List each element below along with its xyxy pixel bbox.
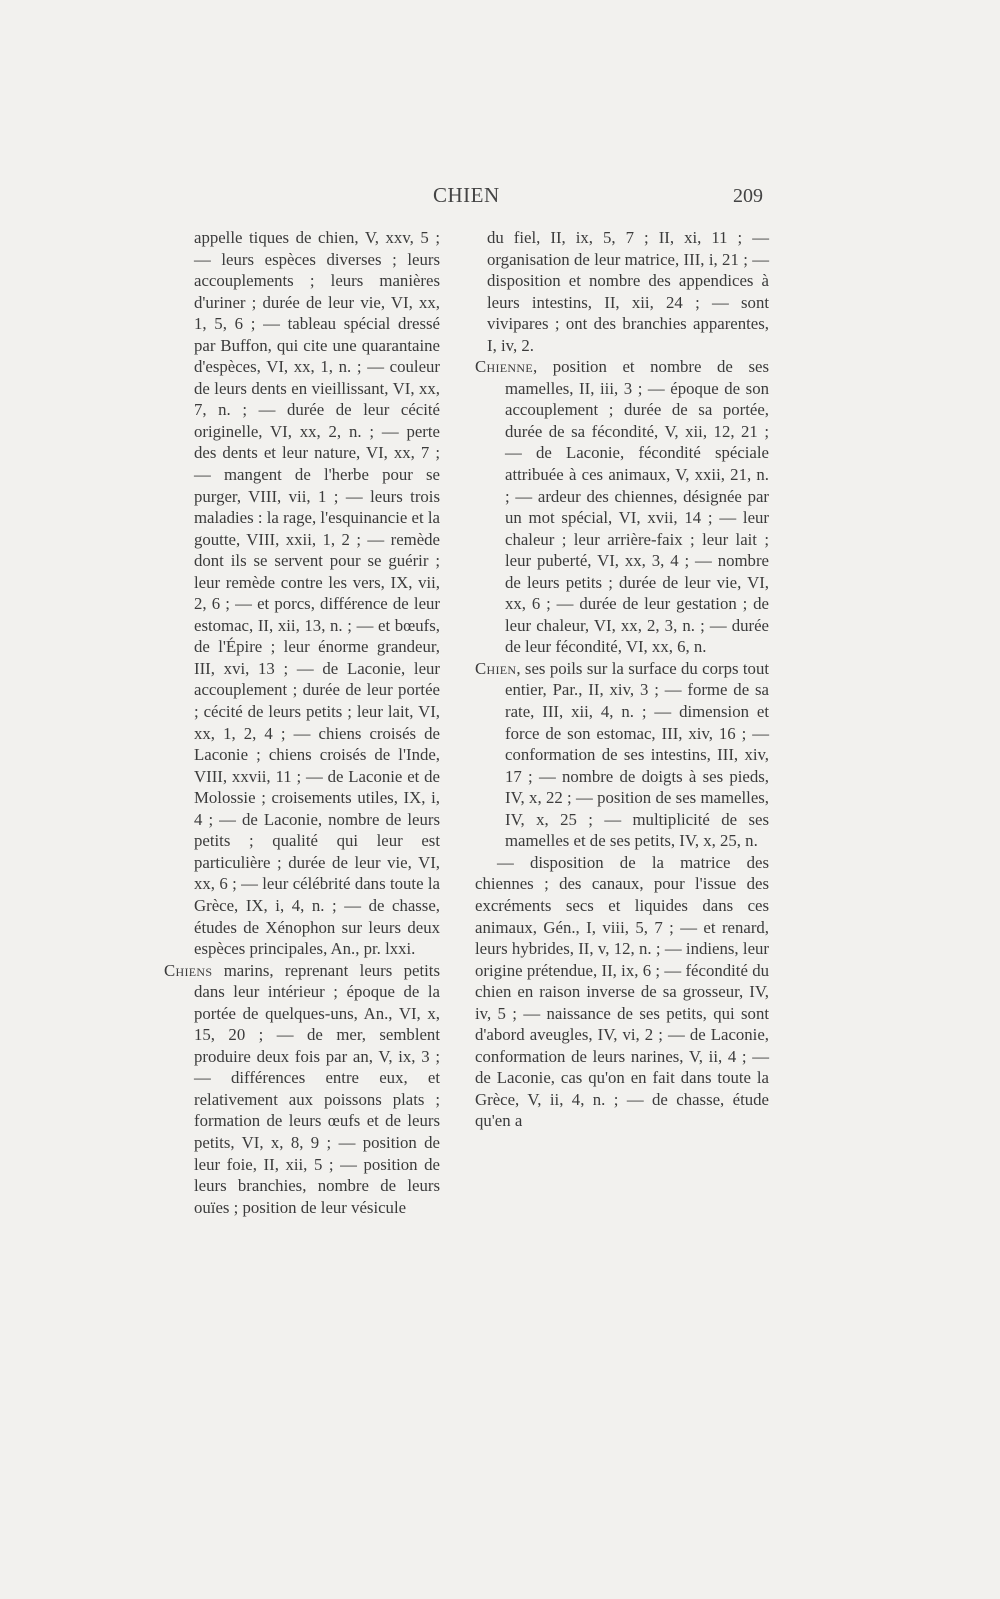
- right-column: [475, 227, 769, 1132]
- entry-headword: Chiens: [164, 960, 213, 980]
- entry-text: appelle tiques de chien, V, xxv, 5 ; — leurs espèces diverses ; leurs accouplements ; leurs manières d'uriner ; durée de leur vie, VI, xx, 1, 5, 6 ; — tableau spécial dressé par Buffon, qui cite une quarantaine d'espèces, VI, xx, 1, n. ; — couleur de leurs dents en vieillissant, VI, xx, 7, n. ; — durée de leur cécité originelle, VI, xx, 2, n. ; — perte des dents et leur nature, VI, xx, 7 ; — mangent de l'herbe pour se purger, VIII, vii, 1 ; — leurs trois maladies : la rage, l'esquinancie et la goutte, VIII, xxii, 1, 2 ; — remède dont ils se servent pour se guérir ; leur remède contre les vers, IX, vii, 2, 6 ; — et porcs, différence de leur estomac, II, xii, 13, n. ; — et bœufs, de l'Épire ; leur énorme grandeur, III, xvi, 13 ; — de Laconie, leur accouplement ; durée de leur portée ; cécité de leurs petits ; leur lait, VI, xx, 1, 2, 4 ; — chiens croisés de Laconie ; chiens croisés de l'Inde, VIII, xxvii, 11 ; — de Laconie et de Molossie ; croisements utiles, IX, i, 4 ; — de Laconie, nombre de leurs petits ; qualité qui leur est particulière ; durée de leur vie, VI, xx, 6 ; — leur célébrité dans toute la Grèce, IX, i, 4, n. ; — de chasse, études de Xénophon sur leurs deux espèces principales, An., pr. lxxi.: [194, 228, 440, 959]
- index-entry-chien: [475, 658, 769, 852]
- entry-text: , ses poils sur la surface du corps tout entier, Par., II, xiv, 3 ; — forme de sa rate, III, xii, 4, n. ; — dimension et force de son estomac, III, xiv, 16 ; — conformation de ses intestins, III, xiv, 17 ; — nombre de doigts à ses pieds, IV, x, 22 ; — position de ses mamelles, IV, x, 25 ; — multiplicité de ses mamelles et de ses petits, IV, x, 25, n.: [505, 658, 769, 851]
- index-entry-chiens-continued: [475, 227, 769, 356]
- entry-text: — disposition de la matrice des chiennes ; des canaux, pour l'issue des excréments secs et liquides dans ces animaux, Gén., I, viii, 5, 7 ; — et renard, leurs hybrides, II, v, 12, n. ; — indiens, leur origine prétendue, II, ix, 6 ; — fécondité du chien en raison inverse de sa grosseur, IV, iv, 5 ; — naissance de ses petits, qui sont d'abord aveugles, IV, vi, 2 ; — de Laconie, conformation de leurs narines, V, ii, 4 ; — de Laconie, cas qu'on en fait dans toute la Grèce, V, ii, 4, n. ; — de chasse, étude qu'en a: [475, 852, 769, 1131]
- entry-text: du fiel, II, ix, 5, 7 ; II, xi, 11 ; — organisation de leur matrice, III, i, 21 ; — disposition et nombre des appendices à leurs intestins, II, xii, 24 ; — sont vivipares ; ont des branchies apparentes, I, iv, 2.: [487, 228, 769, 355]
- entry-headword: Chien: [475, 658, 517, 678]
- entry-headword: Chienne: [475, 357, 533, 377]
- index-subentry-chien-gen: [475, 852, 769, 1132]
- left-column: [164, 227, 440, 1218]
- index-entry-chien-continued: [164, 227, 440, 960]
- entry-text: , position et nombre de ses mamelles, II, iii, 3 ; — époque de son accouplement ; durée de sa portée, durée de sa fécondité, V, xii, 12, 21 ; — de Laconie, fécondité spéciale attribuée à ces animaux, V, xxii, 21, n. ; — ardeur des chiennes, désignée par un mot spécial, VI, xvii, 14 ; — leur chaleur ; leur arrière-faix ; leur lait ; leur puberté, VI, xx, 3, 4 ; — nombre de leurs petits ; durée de leur vie, VI, xx, 6 ; — durée de leur gestation ; de leur chaleur, VI, xx, 2, 3, n. ; — durée de leur fécondité, VI, xx, 6, n.: [505, 357, 769, 657]
- page-number: 209: [733, 185, 763, 207]
- index-entry-chienne: [475, 356, 769, 658]
- running-head: CHIEN: [433, 183, 500, 207]
- entry-text: marins, reprenant leurs petits dans leur intérieur ; époque de la portée de quelques-uns, An., VI, x, 15, 20 ; — de mer, semblent produire deux fois par an, V, ix, 3 ; — différences entre eux, et relativement aux poissons plats ; formation de leurs œufs et de leurs petits, VI, x, 8, 9 ; — position de leur foie, II, xii, 5 ; — position de leurs branchies, nombre de leurs ouïes ; position de leur vésicule: [194, 960, 440, 1217]
- index-entry-chiens: [164, 960, 440, 1219]
